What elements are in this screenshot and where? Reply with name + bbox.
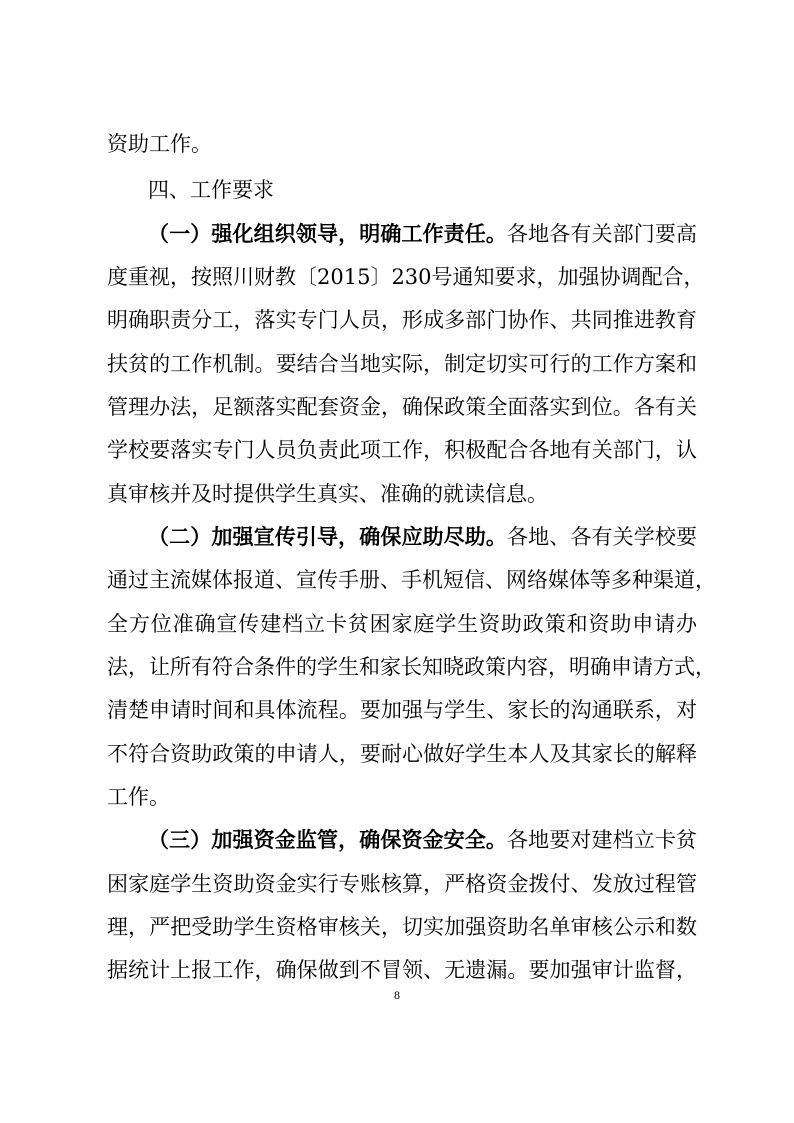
section-heading xyxy=(148,175,697,205)
subheading-3: （三）加强资金监管，确保资金安全。 xyxy=(148,828,508,852)
paragraph-line xyxy=(148,522,697,552)
subheading-2: （二）加强宣传引导，确保应助尽助。 xyxy=(148,525,508,549)
paragraph-line xyxy=(107,912,697,942)
paragraph-line xyxy=(107,565,716,595)
paragraph-line xyxy=(107,262,705,292)
text: 资助工作。 xyxy=(107,132,212,156)
paragraph-line xyxy=(107,349,697,379)
text: 各地、各有关学校要 xyxy=(507,525,698,549)
paragraph-line xyxy=(107,955,697,985)
heading-text: 四、工作要求 xyxy=(148,178,274,202)
paragraph-line xyxy=(107,435,697,465)
paragraph-line xyxy=(148,825,697,855)
text: 清楚申请时间和具体流程。要加强与学生、家长的沟通联系，对 xyxy=(107,698,697,722)
paragraph-line xyxy=(107,652,716,682)
text: 困家庭学生资助资金实行专账核算，严格资金拨付、发放过程管 xyxy=(107,872,697,896)
text: 管理办法，足额落实配套资金，确保政策全面落实到位。各有关 xyxy=(107,395,697,419)
text: 全方位准确宣传建档立卡贫困家庭学生资助政策和资助申请办 xyxy=(107,612,697,636)
text: 各地要对建档立卡贫 xyxy=(507,828,698,852)
paragraph-line xyxy=(107,869,697,899)
paragraph-line xyxy=(148,219,697,249)
text: 法，让所有符合条件的学生和家长知晓政策内容，明确申请方式， xyxy=(107,655,716,679)
paragraph-line xyxy=(107,479,697,509)
text: 不符合资助政策的申请人，要耐心做好学生本人及其家长的解释 xyxy=(107,742,697,766)
text: 工作。 xyxy=(107,785,170,809)
paragraph-line xyxy=(107,129,697,159)
paragraph-line xyxy=(107,609,697,639)
subheading-1: （一）强化组织领导，明确工作责任。 xyxy=(148,222,508,246)
text: 据统计上报工作，确保做到不冒领、无遗漏。要加强审计监督， xyxy=(107,958,697,982)
paragraph-line xyxy=(107,392,697,422)
page-number: 8 xyxy=(394,988,400,1002)
text: 通过主流媒体报道、宣传手册、手机短信、网络媒体等多种渠道， xyxy=(107,568,716,592)
text: 理，严把受助学生资格审核关，切实加强资助名单审核公示和数 xyxy=(107,915,697,939)
text: 度重视，按照川财教〔2015〕230号通知要求，加强协调配合， xyxy=(107,265,705,289)
paragraph-line xyxy=(107,739,697,769)
text: 明确职责分工，落实专门人员，形成多部门协作、共同推进教育 xyxy=(107,308,697,332)
text: 扶贫的工作机制。要结合当地实际，制定切实可行的工作方案和 xyxy=(107,352,697,376)
paragraph-line xyxy=(107,695,697,725)
text: 真审核并及时提供学生真实、准确的就读信息。 xyxy=(107,482,548,506)
paragraph-line xyxy=(107,305,697,335)
paragraph-line xyxy=(107,782,697,812)
text: 学校要落实专门人员负责此项工作，积极配合各地有关部门，认 xyxy=(107,438,697,462)
text: 各地各有关部门要高 xyxy=(507,222,698,246)
